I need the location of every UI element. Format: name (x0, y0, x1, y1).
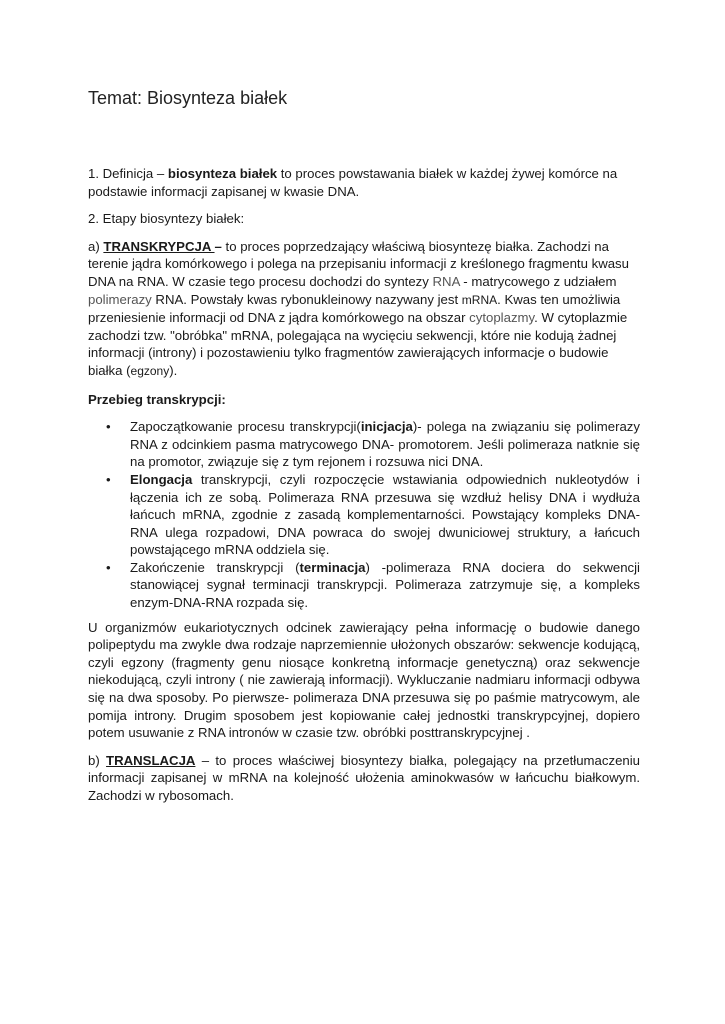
bullet-bold-term: inicjacja (360, 419, 413, 435)
definition-prefix: 1. Definicja – (88, 166, 168, 181)
transcription-text-2: - matrycowego z udziałem (459, 273, 617, 289)
bullet-icon: • (106, 419, 111, 435)
eukaryote-paragraph: U organizmów eukariotycznych odcinek zawierający pełna informację o budowie danego polipeptydu ma zwykle dwa rodzaje naprzemiennie ułożonych obszarów: sekwencje kodującą, czyli egzony (fragmenty genu niosące konkretną informacje genetyczną) oraz sekwencje niekodującą, czyli introny ( nie zawierają informacji). Wykluczanie nadmiaru informacji odbywa się na dwa sposoby. Po pierwsze- polimeraza DNA przesuwa się po paśmie matrycowym, ale pomija introny. Drugim sposobem jest kopiowanie całej jednostki transkrypcyjnej, dopiero potem usuwanie z RNA intronów w czasie tzw. obróbki posttranskrypcyjnej . (88, 619, 640, 741)
bullet-text-after: )- polega na związaniu się polimerazy RNA z odcinkiem pasma matrycowego DNA- promotorem. Jeśli polimeraza natknie się na promotor, związuje się z tym rejonem i rozsuwa nici DNA. (130, 419, 640, 470)
bullet-bold-term: Elongacja (130, 471, 193, 487)
transcription-text-3: RNA. Powstały kwas rybonukleinowy nazywany jest (151, 291, 462, 307)
bullet-bold-term: terminacja (299, 559, 366, 575)
bullet-icon: • (106, 471, 111, 487)
transcription-cytoplasm: cytoplazmy (469, 310, 535, 326)
transcription-rna: RNA (432, 273, 460, 289)
translation-term: TRANSLACJA (106, 752, 196, 768)
definition-paragraph (88, 165, 640, 200)
transcription-exons: egzony (130, 363, 170, 378)
list-item (106, 418, 640, 471)
translation-paragraph (88, 752, 640, 805)
transcription-text-6: ). (169, 362, 178, 378)
document-body (88, 165, 640, 815)
list-item (106, 471, 640, 559)
bullet-text-after: transkrypcji, czyli rozpoczęcie wstawiania odpowiednich nukleotydów i łączenia ich ze sobą. Polimeraza RNA przesuwa się wzdłuż helisy DNA i wydłuża łańcuch mRNA, zgodnie z zasadą komplementarności. Powstający kompleks DNA-RNA ulega rozpadowi, DNA powraca do swojej dwuniciowej struktury, a łańcuch powstającego mRNA oddziela się. (130, 471, 640, 558)
transcription-text-4: . Kwas ten umożliwia przeniesienie informacji od DNA z jądra komórkowego na obszar (88, 291, 621, 326)
definition-term: biosynteza białek (167, 166, 278, 181)
transcription-polymerase: polimerazy (88, 291, 152, 307)
bullet-text-after: ) -polimeraza RNA dociera do sekwencji stanowiącej sygnał terminacji transkrypcji. Polimeraza zatrzymuje się, a kompleks enzym-DNA-RNA rozpada się. (130, 559, 640, 611)
definition-text: to proces powstawania białek w każdej żywej komórce na podstawie informacji zapisanej w kwasie DNA. (88, 166, 618, 199)
transcription-text-1: to proces poprzedzający właściwą biosyntezę białka. Zachodzi na terenie jądra komórkowego i polega na przepisaniu informacji z kreślonego fragmentu kwasu DNA na RNA. W czasie tego procesu dochodzi do syntezy (88, 238, 629, 289)
bullet-text-before: Zapoczątkowanie procesu transkrypcji( (130, 419, 361, 435)
stages-heading: 2. Etapy biosyntezy białek: (88, 211, 245, 227)
list-item (106, 559, 640, 612)
transcription-dash: – (214, 238, 222, 254)
process-bullet-list (88, 418, 640, 612)
transcription-text-5: . W cytoplazmie zachodzi tzw. "obróbka" mRNA, polegająca na wycięciu sekwencji, które nie kodują żadnej informacji (introny) i pozostawieniu tylko fragmentów zawierających informacje o budowie białka ( (88, 310, 628, 378)
bullet-icon: • (106, 559, 111, 575)
transcription-paragraph (88, 238, 640, 381)
transcription-mrna: mRNA (461, 292, 498, 307)
page-title: Temat: Biosynteza białek (88, 88, 288, 108)
bullet-text-before: Zakończenie transkrypcji ( (130, 559, 300, 575)
process-heading: Przebieg transkrypcji: (88, 391, 226, 407)
transcription-term: TRANSKRYPCJA (103, 238, 215, 254)
translation-prefix: b) (88, 752, 107, 768)
translation-text: – to proces właściwej biosyntezy białka, polegający na przetłumaczeniu informacji zapisanej w mRNA na kolejność ułożenia aminokwasów w łańcuchu białkowym. Zachodzi w rybosomach. (88, 752, 640, 803)
transcription-prefix: a) (88, 238, 104, 254)
